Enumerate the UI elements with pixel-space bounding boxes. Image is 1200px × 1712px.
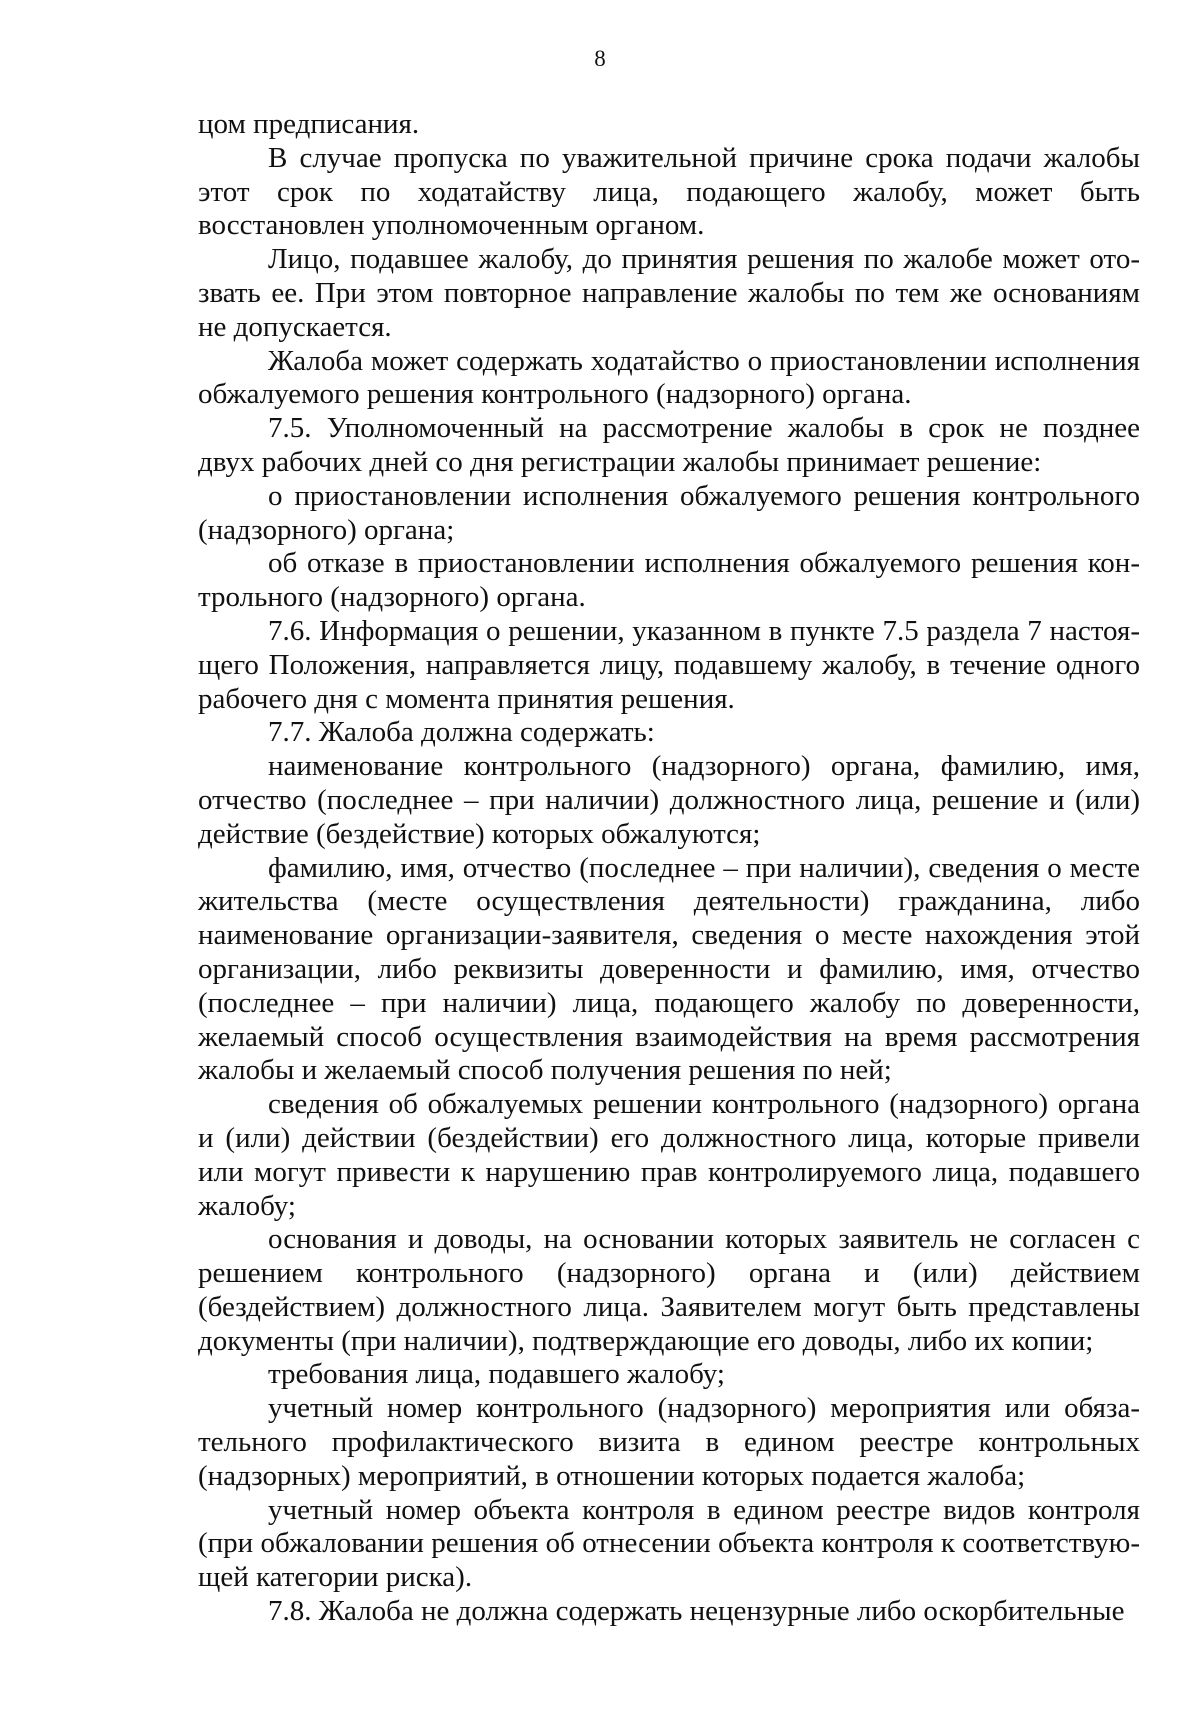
- paragraph-applicant-details: фамилию, имя, отчество (последнее – при наличии), сведения о месте жительства (месте осуществления деятельности) гражданина, либо наименование организации-заявителя, сведения о месте нахождения этой организации, либо реквизиты доверенности и фамилию, имя, отчество (последнее – при наличии) лица, подающего жалобу по доверенности, желаемый способ осуществления взаимодействия на время рассмотрения жалобы и желаемый способ получения решения по ней;: [198, 851, 1140, 1087]
- paragraph-suspension-decision: о приостановлении исполнения обжалуемого решения контрольного (надзорного) органа;: [198, 479, 1140, 546]
- paragraph-complaint-withdrawal: Лицо, подавшее жалобу, до принятия решения по жалобе может отозвать ее. При этом повторное направление жалобы по тем же основаниям не допускается.: [198, 243, 1140, 343]
- paragraph-continuation: цом предписания.: [198, 108, 420, 140]
- paragraph-object-number: учетный номер объекта контроля в едином реестре видов контроля (при обжаловании решения об отнесении объекта контроля к соответствующей категории риска).: [198, 1493, 1140, 1594]
- paragraph-clause-7-7: 7.7. Жалоба должна содержать:: [268, 716, 655, 749]
- paragraph-clause-7-5: 7.5. Уполномоченный на рассмотрение жалобы в срок не позднее двух рабочих дней со дня регистрации жалобы принимает решение:: [198, 412, 1140, 478]
- paragraph-deadline-restoration: В случае пропуска по уважительной причине срока подачи жалобы этот срок по ходатайству лица, подающего жалобу, может быть восстановлен уполномоченным органом.: [198, 141, 1140, 242]
- paragraph-grounds: основания и доводы, на основании которых заявитель не согласен с решением контрольного (надзорного) органа и (или) действием (бездействием) должностного лица. Заявителем могут быть представлены документы (при наличии), подтверждающие его доводы, либо их копии;: [198, 1223, 1140, 1357]
- paragraph-event-number: учетный номер контрольного (надзорного) мероприятия или обязательного профилактического визита в едином реестре контрольных (надзорных) мероприятий, в отношении которых подается жалоба;: [198, 1392, 1140, 1492]
- document-body: [198, 108, 1140, 1629]
- paragraph-authority-name: наименование контрольного (надзорного) органа, фамилию, имя, отчество (последнее – при наличии) должностного лица, решение и (или) действие (бездействие) которых обжалуются;: [198, 750, 1140, 850]
- paragraph-clause-7-8: 7.8. Жалоба не должна содержать нецензурные либо оскорбительные: [268, 1595, 1125, 1628]
- paragraph-suspension-petition: Жалоба может содержать ходатайство о приостановлении исполнения обжалуемого решения контрольного (надзорного) органа.: [198, 344, 1140, 411]
- paragraph-clause-7-6: 7.6. Информация о решении, указанном в пункте 7.5 раздела 7 настоящего Положения, направляется лицу, подавшему жалобу, в течение одного рабочего дня с момента принятия решения.: [198, 614, 1140, 715]
- paragraph-suspension-refusal: об отказе в приостановлении исполнения обжалуемого решения контрольного (надзорного) органа.: [198, 547, 1140, 614]
- paragraph-appealed-decisions: сведения об обжалуемых решении контрольного (надзорного) органа и (или) действии (бездействии) его должностного лица, которые привели или могут привести к нарушению прав контролируемого лица, подавшего жалобу;: [198, 1088, 1140, 1222]
- page-number: 8: [594, 46, 606, 71]
- paragraph-requirements: требования лица, подавшего жалобу;: [268, 1358, 725, 1391]
